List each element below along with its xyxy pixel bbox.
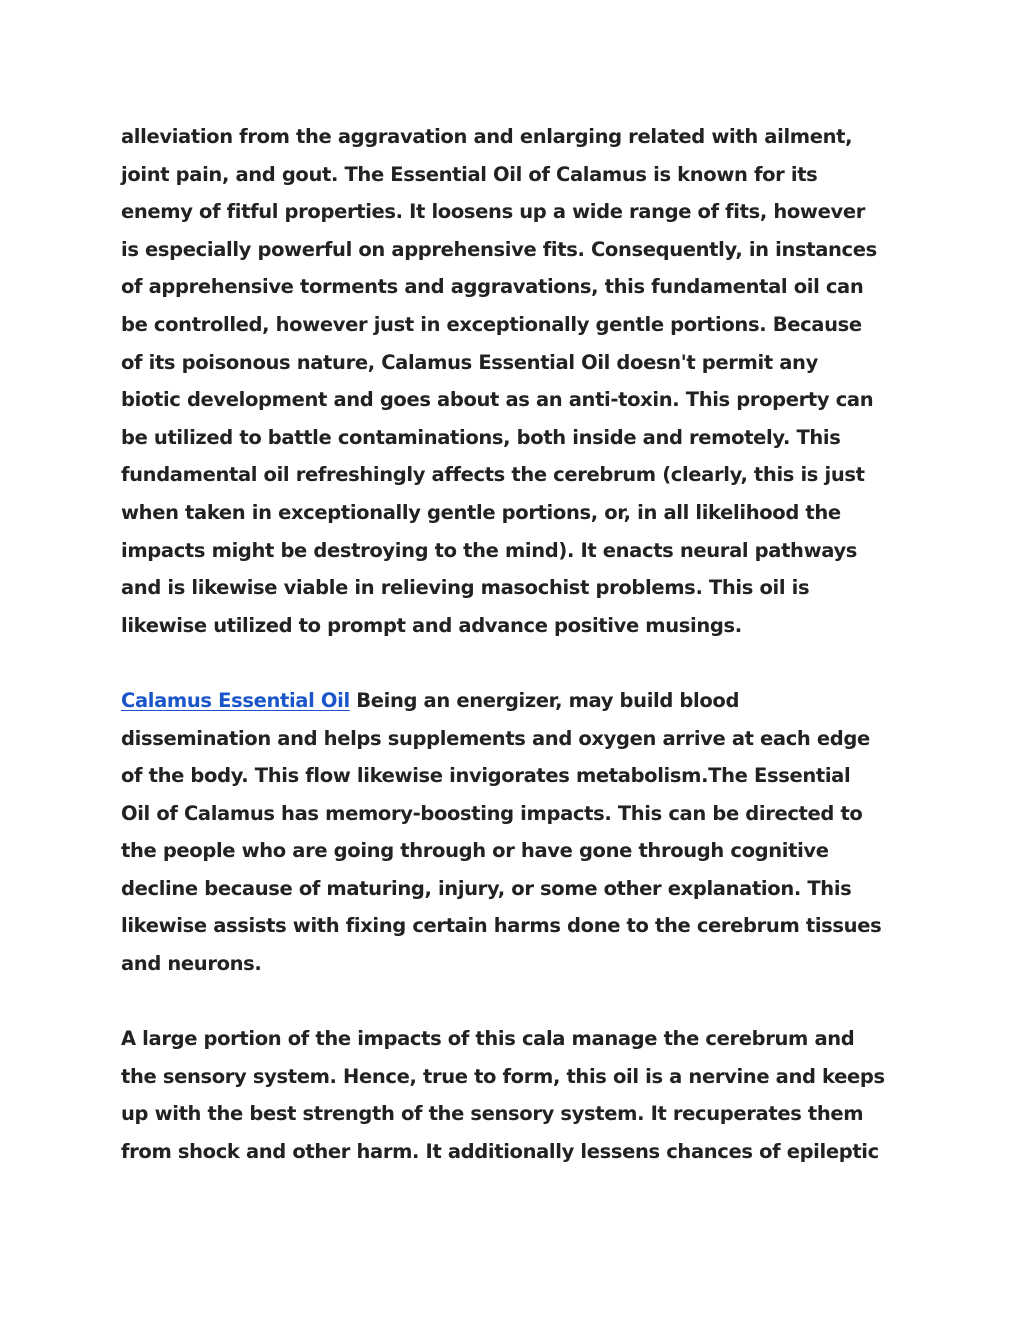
text-line: likewise utilized to prompt and advance positive musings. [121, 613, 742, 637]
text-line: joint pain, and gout. The Essential Oil of Calamus is known for its [121, 162, 818, 186]
text-line: likewise assists with fixing certain harms done to the cerebrum tissues [121, 914, 882, 938]
text-line: is especially powerful on apprehensive fits. Consequently, in instances [121, 237, 877, 261]
text-line: A large portion of the impacts of this cala manage the cerebrum and [121, 1027, 855, 1051]
paragraph-2 [121, 682, 921, 983]
text-line: biotic development and goes about as an anti-toxin. This property can [121, 388, 874, 412]
text-line: be utilized to battle contaminations, both inside and remotely. This [121, 425, 841, 449]
text-line: and neurons. [121, 952, 262, 976]
calamus-essential-oil-link[interactable]: Calamus Essential Oil [121, 688, 350, 712]
text-line: the people who are going through or have gone through cognitive [121, 839, 829, 863]
paragraph-1 [121, 118, 921, 644]
text-line [121, 682, 921, 720]
document-body [121, 118, 921, 1208]
text-line: and is likewise viable in relieving masochist problems. This oil is [121, 576, 810, 600]
text-line: fundamental oil refreshingly affects the cerebrum (clearly, this is just [121, 463, 865, 487]
text-line: be controlled, however just in exceptionally gentle portions. Because [121, 312, 862, 336]
text-line: up with the best strength of the sensory system. It recuperates them [121, 1102, 864, 1126]
text-line: of apprehensive torments and aggravations, this fundamental oil can [121, 275, 864, 299]
text-line: of the body. This flow likewise invigorates metabolism.The Essential [121, 764, 851, 788]
text-fragment: Being an energizer, may build blood [349, 688, 740, 712]
text-line: Oil of Calamus has memory-boosting impacts. This can be directed to [121, 801, 863, 825]
text-line: the sensory system. Hence, true to form, this oil is a nervine and keeps [121, 1064, 885, 1088]
text-line: decline because of maturing, injury, or some other explanation. This [121, 876, 852, 900]
text-line: alleviation from the aggravation and enlarging related with ailment, [121, 125, 853, 148]
paragraph-3 [121, 1020, 921, 1170]
text-line: of its poisonous nature, Calamus Essential Oil doesn't permit any [121, 350, 818, 374]
text-line: from shock and other harm. It additionally lessens chances of epileptic [121, 1140, 879, 1164]
text-line: dissemination and helps supplements and oxygen arrive at each edge [121, 726, 870, 750]
text-line: enemy of fitful properties. It loosens up a wide range of fits, however [121, 200, 865, 224]
text-line: when taken in exceptionally gentle portions, or, in all likelihood the [121, 500, 841, 524]
text-line: impacts might be destroying to the mind). It enacts neural pathways [121, 538, 858, 562]
